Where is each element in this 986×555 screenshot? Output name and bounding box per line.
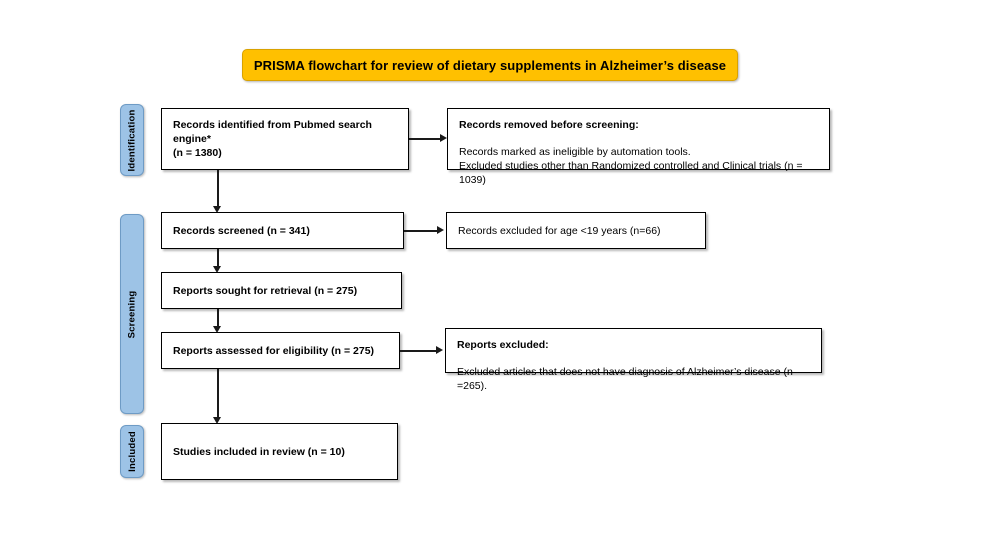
phase-label-identification: Identification bbox=[126, 109, 138, 171]
box-records-excluded-age bbox=[446, 212, 706, 249]
phase-bar-included bbox=[120, 425, 144, 478]
connector-identified-to-removed bbox=[409, 138, 440, 140]
reports-sought-line-1: Reports sought for retrieval (n = 275) bbox=[173, 284, 358, 297]
box-reports-excluded bbox=[445, 328, 822, 392]
reports-excluded-header: Reports excluded: bbox=[457, 339, 549, 351]
arrowhead-assessed-to-excluded bbox=[436, 346, 443, 354]
phase-label-screening: Screening bbox=[126, 290, 138, 338]
connector-assessed-to-excluded bbox=[400, 350, 436, 352]
studies-included-line-1: Studies included in review (n = 10) bbox=[173, 445, 345, 458]
box-reports-sought bbox=[161, 272, 402, 309]
box-records-screened bbox=[161, 212, 404, 249]
page-title: PRISMA flowchart for review of dietary supplements in Alzheimer’s disease bbox=[253, 57, 727, 73]
arrowhead-screened-to-excluded-age bbox=[437, 226, 444, 234]
flowchart-title-banner bbox=[242, 49, 738, 81]
box-studies-included bbox=[161, 423, 398, 480]
records-removed-line-1: Records marked as ineligible by automation tools. bbox=[459, 146, 691, 158]
reports-excluded-line-1: Excluded articles that does not have diagnosis of Alzheimer’s disease (n =265). bbox=[457, 366, 793, 392]
phase-bar-screening bbox=[120, 214, 144, 414]
box-records-identified bbox=[161, 108, 409, 170]
arrowhead-identified-to-removed bbox=[440, 134, 447, 142]
box-reports-assessed bbox=[161, 332, 400, 369]
phase-bar-identification bbox=[120, 104, 144, 176]
connector-screened-to-excluded-age bbox=[404, 230, 437, 232]
reports-assessed-line-1: Reports assessed for eligibility (n = 275) bbox=[173, 344, 375, 357]
connector-identified-to-screened bbox=[217, 170, 219, 206]
connector-assessed-to-included bbox=[217, 369, 219, 420]
records-removed-header: Records removed before screening: bbox=[459, 119, 639, 131]
records-screened-line-1: Records screened (n = 341) bbox=[173, 224, 310, 237]
records-identified-line-3: (n = 1380) bbox=[173, 147, 222, 159]
phase-label-included: Included bbox=[126, 431, 138, 472]
records-excluded-age-line-1: Records excluded for age <19 years (n=66) bbox=[458, 224, 661, 237]
records-identified-line-1: Records identified from Pubmed search bbox=[173, 119, 372, 131]
records-removed-line-2: Excluded studies other than Randomized controlled and Clinical trials (n = 1039) bbox=[459, 160, 803, 186]
box-records-removed bbox=[447, 108, 830, 186]
records-identified-line-2: engine* bbox=[173, 133, 211, 145]
